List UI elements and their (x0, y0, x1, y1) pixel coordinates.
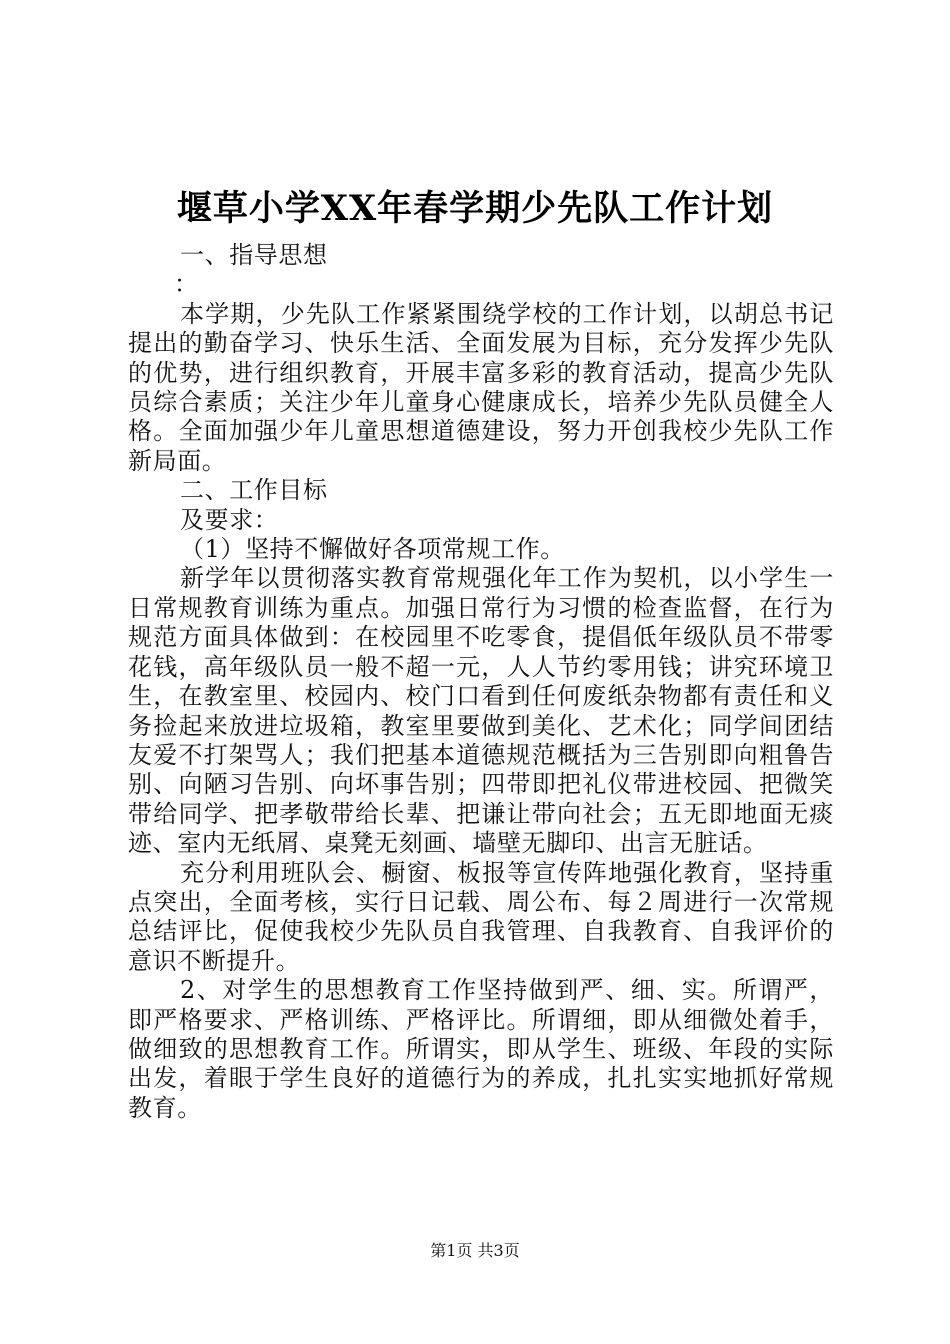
section-heading-work-goals: 二、工作目标 (180, 476, 328, 505)
section-heading-guiding-thought: 一、指导思想 (180, 241, 328, 269)
colon-line: ： (174, 270, 199, 299)
document-title: 堰草小学XX年春学期少先队工作计划 (176, 188, 774, 229)
item-heading-routine-work: （1）坚持不懈做好各项常规工作。 (180, 535, 565, 564)
section-heading-requirements: 及要求： (180, 505, 279, 534)
paragraph-routine-education: 新学年以贯彻落实教育常规强化年工作为契机，以小学生一日常规教育训练为重点。加强日常行为习惯的检查监督，在行为规范方面具体做到：在校园里不吃零食，提倡低年级队员不带零花钱，高年级队员一般不超一元，人人节约零用钱；讲究环境卫生，在教室里、校园内、校门口看到任何废纸杂物都有责任和义务捡起来放进垃圾箱，教室里要做到美化、艺术化；同学间团结友爱不打架骂人；我们把基本道德规范概括为三告别即向粗鲁告别、向陋习告别、向坏事告别；四带即把礼仪带进校园、把微笑带给同学、把孝敬带给长辈、把谦让带向社会；五无即地面无痰迹、室内无纸屑、桌凳无刻画、墙壁无脚印、出言无脏话。 (128, 564, 834, 858)
paragraph-ideological-education: 2、对学生的思想教育工作坚持做到严、细、实。所谓严，即严格要求、严格训练、严格评比。所谓细，即从细微处着手，做细致的思想教育工作。所谓实，即从学生、班级、年段的实际出发，着眼于学生良好的道德行为的养成，扎扎实实地抓好常规教育。 (128, 976, 834, 1122)
paragraph-publicity: 充分利用班队会、橱窗、板报等宣传阵地强化教育，坚持重点突出，全面考核，实行日记载、周公布、每２周进行一次常规总结评比，促使我校少先队员自我管理、自我教育、自我评价的意识不断提升。 (128, 858, 834, 975)
page-footer: 第1页 共3页 (430, 1241, 520, 1260)
paragraph-guiding-thought: 本学期，少先队工作紧紧围绕学校的工作计划，以胡总书记提出的勤奋学习、快乐生活、全面发展为目标，充分发挥少先队的优势，进行组织教育，开展丰富多彩的教育活动，提高少先队员综合素质；关注少年儿童身心健康成长，培养少先队员健全人格。全面加强少年儿童思想道德建设，努力开创我校少先队工作新局面。 (128, 299, 834, 475)
document-body (128, 209, 834, 1123)
title-spacer (128, 209, 834, 241)
